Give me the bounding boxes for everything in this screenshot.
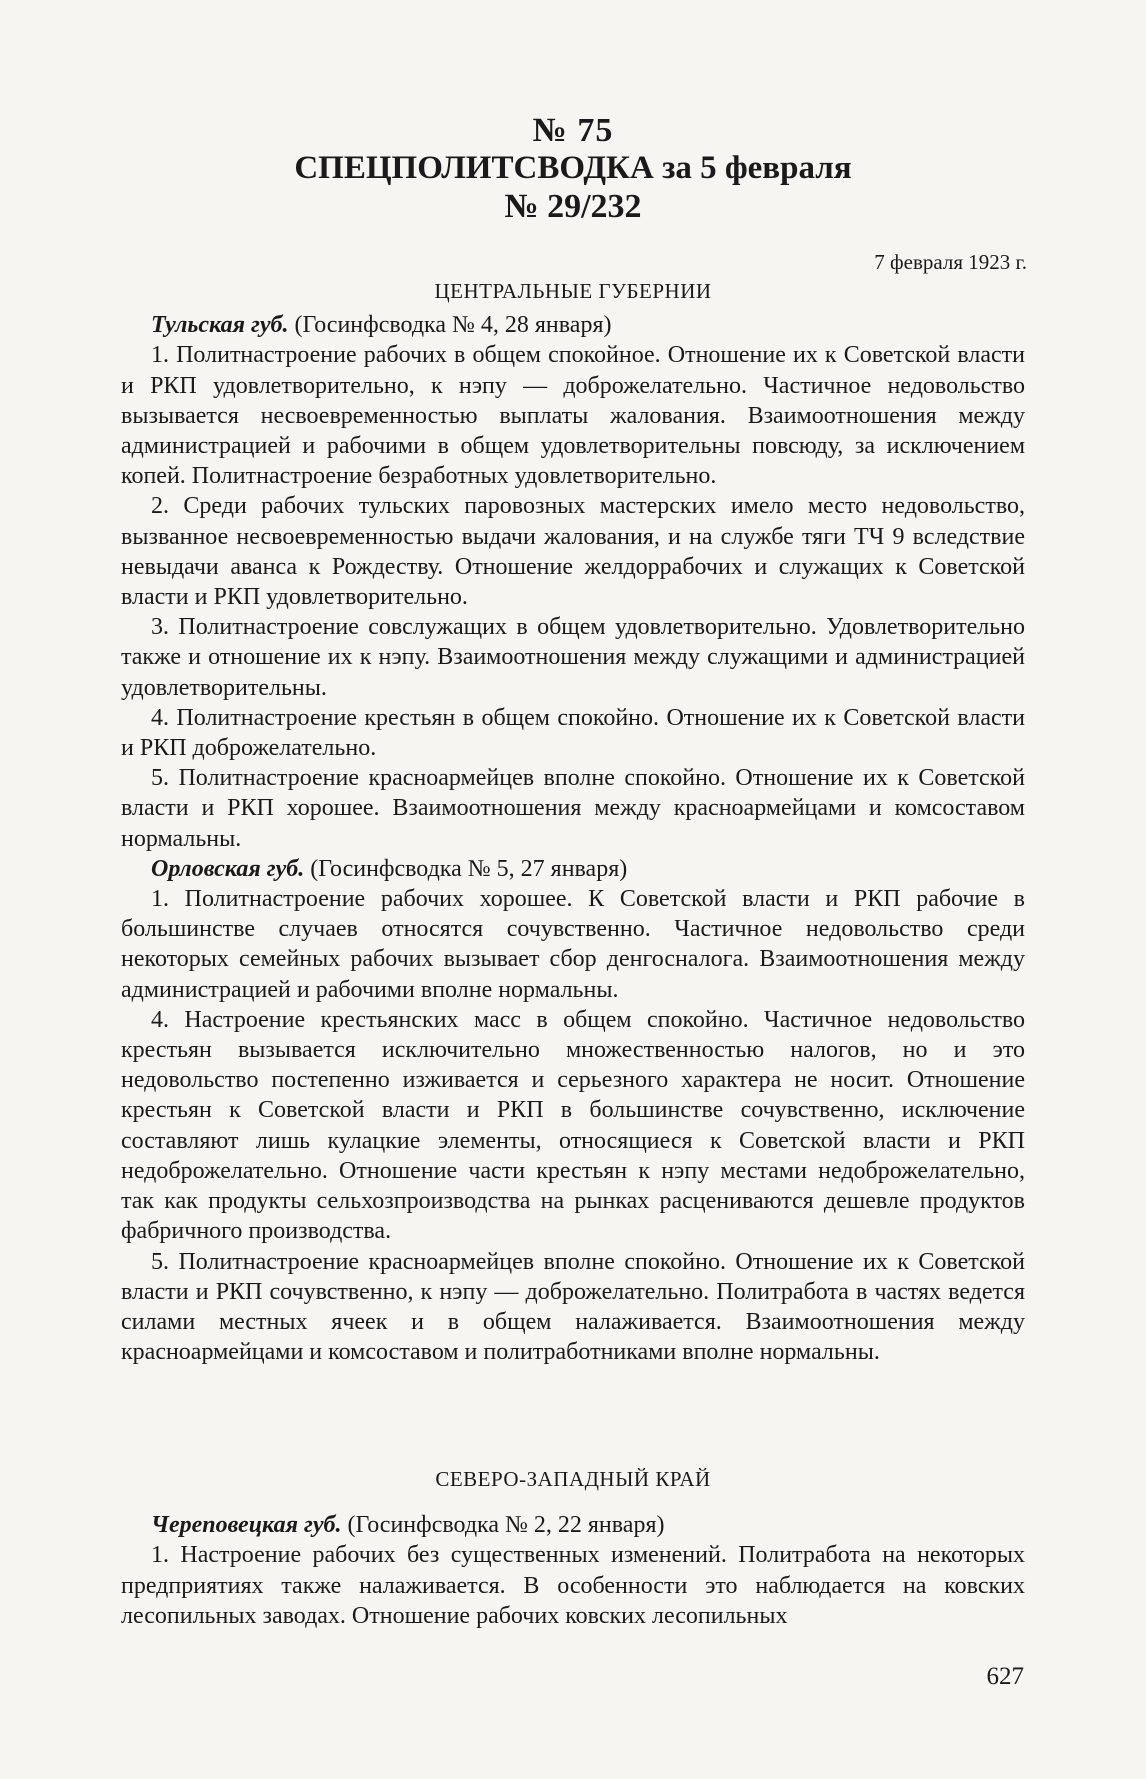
region-name: Череповецкая губ. <box>151 1512 342 1539</box>
region-heading-tula <box>121 310 1025 340</box>
region-name: Тульская губ. <box>151 312 289 339</box>
region-heading-orel <box>121 854 1025 884</box>
paragraph: 1. Настроение рабочих без существенных изменений. Политработа на некоторых предприятиях также налаживается. В особенности это наблюдается на ковских лесопильных заводах. Отношение рабочих ковских лесопильных <box>121 1542 1025 1629</box>
paragraph: 3. Политнастроение совслужащих в общем удовлетворительно. Удовлетворительно также и отношение их к нэпу. Взаимоотношения между служащими и администрацией удовлетворительны. <box>121 614 1025 701</box>
document-date: 7 февраля 1923 г. <box>874 250 1027 274</box>
region-source: (Госинфсводка № 4, 28 января) <box>288 312 612 339</box>
paragraph: 5. Политнастроение красноармейцев вполне спокойно. Отношение их к Советской власти и РКП сочувственно, к нэпу — доброжелательно. Политработа в частях ведется силами местных ячеек и в общем налаживается. Взаимоотношения между красноармейцами и комсоставом и политработниками вполне нормальны. <box>121 1248 1025 1366</box>
northwest-section <box>121 1464 1025 1631</box>
document-title: СПЕЦПОЛИТСВОДКА за 5 февраля <box>294 150 852 186</box>
region-name: Орловская губ. <box>151 855 305 882</box>
paragraph: 1. Политнастроение рабочих в общем спокойное. Отношение их к Советской власти и РКП удовлетворительно, к нэпу — доброжелательно. Частичное недовольство вызывается несвоевременностью выплаты жалования. Взаимоотношения между администрацией и рабочими в общем удовлетворительны повсюду, за исключением копей. Политнастроение безработных удовлетворительно. <box>121 342 1025 490</box>
document-number: № 75 <box>532 112 614 149</box>
central-section <box>121 276 1025 1367</box>
section-heading-central: ЦЕНТРАЛЬНЫЕ ГУБЕРНИИ <box>434 279 712 303</box>
paragraph: 1. Политнастроение рабочих хорошее. К Советской власти и РКП рабочие в большинстве случаев относятся сочувственно. Частичное недовольство среди некоторых семейных рабочих вызывает сбор денгосналога. Взаимоотношения между администрацией и рабочими вполне нормальны. <box>121 886 1025 1003</box>
section-heading-northwest: СЕВЕРО-ЗАПАДНЫЙ КРАЙ <box>435 1467 711 1491</box>
region-source: (Госинфсводка № 5, 27 января) <box>304 855 628 882</box>
region-source: (Госинфсводка № 2, 22 января) <box>341 1512 665 1539</box>
document-subnumber: № 29/232 <box>504 188 642 225</box>
paragraph: 4. Настроение крестьянских масс в общем спокойно. Частичное недовольство крестьян вызывается исключительно множественностью налогов, но и это недовольство постепенно изживается и серьезного характера не носит. Отношение крестьян к Советской власти и РКП в большинстве сочувственно, исключение составляют лишь кулацкие элементы, относящиеся к Советской власти и РКП недоброжелательно. Отношение части крестьян к нэпу местами недоброжелательно, так как продукты сельхозпроизводства на рынках расцениваются дешевле продуктов фабричного производства. <box>121 1006 1025 1245</box>
paragraph: 4. Политнастроение крестьян в общем спокойно. Отношение их к Советской власти и РКП доброжелательно. <box>121 704 1025 762</box>
paragraph: 5. Политнастроение красноармейцев вполне спокойно. Отношение их к Советской власти и РКП хорошее. Взаимоотношения между красноармейцами и комсоставом нормальны. <box>121 765 1025 852</box>
paragraph: 2. Среди рабочих тульских паровозных мастерских имело место недовольство, вызванное несвоевременностью выдачи жалования, и на службе тяги ТЧ 9 вследствие невыдачи аванса к Рождеству. Отношение желдоррабочих и служащих к Советской власти и РКП удовлетворительно. <box>121 493 1025 611</box>
region-heading-cherepovets <box>121 1510 1025 1540</box>
page-number: 627 <box>986 1663 1024 1690</box>
